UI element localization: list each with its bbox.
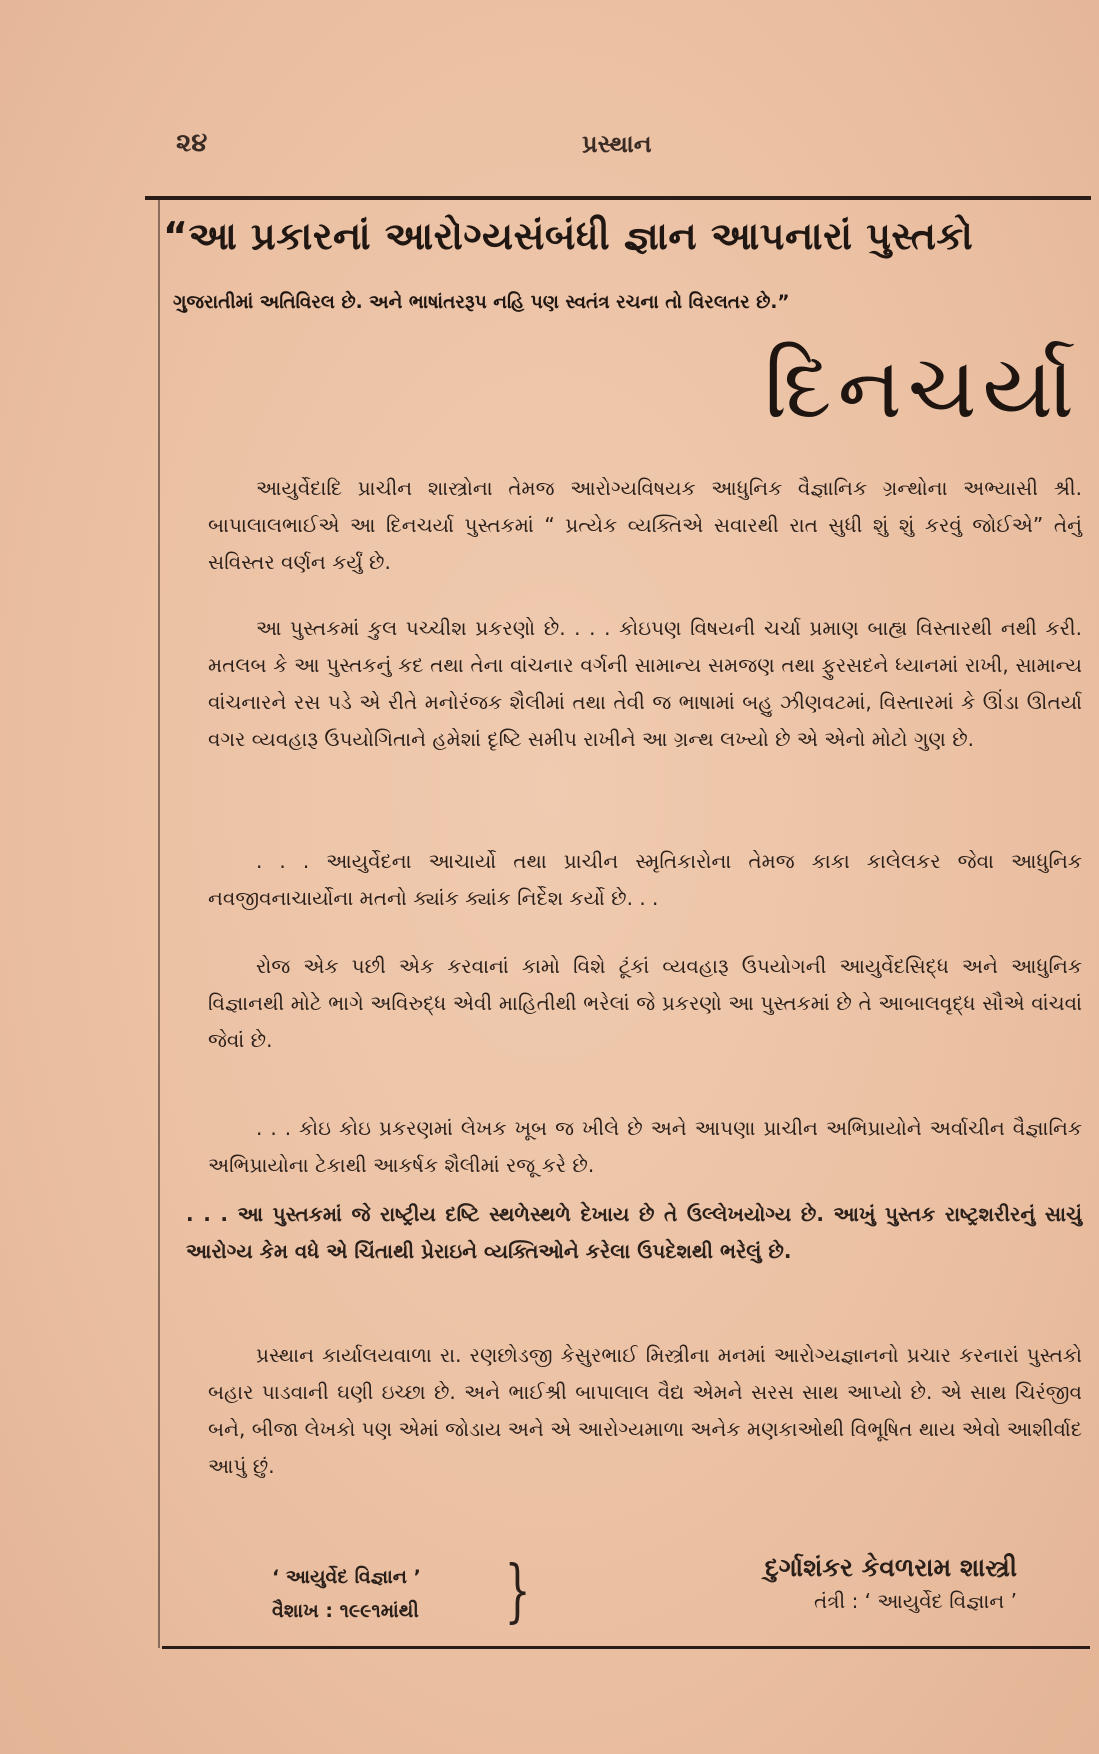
author-signature xyxy=(765,1553,1017,1613)
brace-glyph: } xyxy=(504,1552,531,1631)
top-rule xyxy=(145,196,1091,200)
paragraph-6-text: . . . આ પુસ્તકમાં જે રાષ્ટ્રીય દષ્ટિ સ્થળેસ્થળે દેખાય છે તે ઉલ્લેખયોગ્ય છે. આખું પુસ્તક રાષ્ટ્રશરીરનું સાચું આરોગ્ય કેમ વધે એ ચિંતાથી પ્રેરાઇને વ્યક્તિઓને કરેલા ઉપદેશથી ભરેલું છે. xyxy=(186,1202,1082,1263)
left-margin-line xyxy=(158,200,160,1648)
source-line-1: ‘ આયુર્વેદ વિજ્ઞાન ’ xyxy=(272,1566,421,1588)
running-title: પ્રસ્થાન xyxy=(582,130,652,158)
paragraph-4-text: રોજ એક પછી એક કરવાનાં કામો વિશે ટૂંકાં વ્યવહારૂ ઉપયોગની આયુર્વેદસિદ્ધ અને આધુનિક વિજ્ઞાનથી મોટે ભાગે અવિરુદ્ધ એવી માહિતીથી ભરેલાં જે પ્રકરણો આ પુસ્તકમાં છે તે આબાલવૃદ્ધ સૌએ વાંચવાં જેવાં છે. xyxy=(208,954,1082,1052)
quote-line-2: ગુજરાતીમાં અતિવિરલ છે. અને ભાષાંતરરૂપ નહિ પણ સ્વતંત્ર રચના તો વિરલતર છે.” xyxy=(173,292,790,313)
paragraph-3 xyxy=(208,843,1082,917)
author-name: દુર્ગાશંકર કેવળરામ શાસ્ત્રી xyxy=(764,1553,1017,1582)
paragraph-6 xyxy=(186,1196,1082,1270)
paragraph-5-text: . . . કોઇ કોઇ પ્રકરણમાં લેખક ખૂબ જ ખીલે છે અને આપણા પ્રાચીન અભિપ્રાયોને અર્વાચીન વૈજ્ઞાનિક અભિપ્રાયોના ટેકાથી આકર્ષક શૈલીમાં રજૂ કરે છે. xyxy=(208,1116,1082,1177)
paragraph-2-text: આ પુસ્તકમાં કુલ પચ્ચીશ પ્રકરણો છે. . . . કોઇપણ વિષયની ચર્ચા પ્રમાણ બાહ્ય વિસ્તારથી નથી કરી. મતલબ કે આ પુસ્તકનું કદ તથા તેના વાંચનાર વર્ગની સામાન્ય સમજણ તથા ફુરસદને ધ્યાનમાં રાખી, સામાન્ય વાંચનારને રસ પડે એ રીતે મનોરંજક શૈલીમાં તથા તેવી જ ભાષામાં બહુ ઝીણવટમાં, વિસ્તારમાં કે ઊંડા ઊતર્યા વગર વ્યવહારૂ ઉપયોગિતાને હમેશાં દૃષ્ટિ સમીપ રાખીને આ ગ્રન્થ લખ્યો છે એ એનો મોટો ગુણ છે. xyxy=(208,616,1082,751)
paragraph-7 xyxy=(208,1337,1082,1485)
book-title: દિનચર્યા xyxy=(764,338,1080,438)
paragraph-1 xyxy=(208,470,1082,581)
paragraph-2 xyxy=(208,610,1082,758)
page-number: ૨૪ xyxy=(176,128,208,158)
source-line-2: વૈશાખ : ૧૯૯૧માંથી xyxy=(272,1600,419,1622)
bottom-rule xyxy=(162,1646,1090,1649)
quote-line-1: “આ પ્રકારનાં આરોગ્યસંબંધી જ્ઞાન આપનારાં પુસ્તકો xyxy=(163,214,974,258)
paragraph-1-text: આયુર્વેદાદિ પ્રાચીન શાસ્ત્રોના તેમજ આરોગ્યવિષયક આધુનિક વૈજ્ઞાનિક ગ્રન્થોના અભ્યાસી શ્રી. બાપાલાલભાઈએ આ દિનચર્યા પુસ્તકમાં “ પ્રત્યેક વ્યક્તિએ સવારથી રાત સુધી શું શું કરવું જોઈએ” તેનું સવિસ્તર વર્ણન કર્યું છે. xyxy=(208,476,1082,574)
source-citation xyxy=(272,1560,421,1628)
author-role: તંત્રી : ‘ આયુર્વેદ વિજ્ઞાન ’ xyxy=(813,1589,1017,1613)
paragraph-7-text: પ્રસ્થાન કાર્યાલયવાળા રા. રણછોડજી કેસુરભાઈ મિસ્ત્રીના મનમાં આરોગ્યજ્ઞાનનો પ્રચાર કરનારાં પુસ્તકો બહાર પાડવાની ઘણી ઇચ્છા છે. અને ભાઈશ્રી બાપાલાલ વૈદ્ય એમને સરસ સાથ આપ્યો છે. એ સાથ ચિરંજીવ બને, બીજા લેખકો પણ એમાં જોડાય અને એ આરોગ્યમાળા અનેક મણકાઓથી વિભૂષિત થાય એવો આશીર્વાદ આપું છું. xyxy=(208,1343,1082,1478)
paragraph-5 xyxy=(208,1110,1082,1184)
paragraph-4 xyxy=(208,948,1082,1059)
paragraph-3-text: . . . આયુર્વેદના આચાર્યો તથા પ્રાચીન સ્મૃતિકારોના તેમજ કાકા કાલેલકર જેવા આધુનિક નવજીવનાચાર્યોના મતનો ક્યાંક ક્યાંક નિર્દેશ કર્યો છે. . . xyxy=(208,849,1082,910)
